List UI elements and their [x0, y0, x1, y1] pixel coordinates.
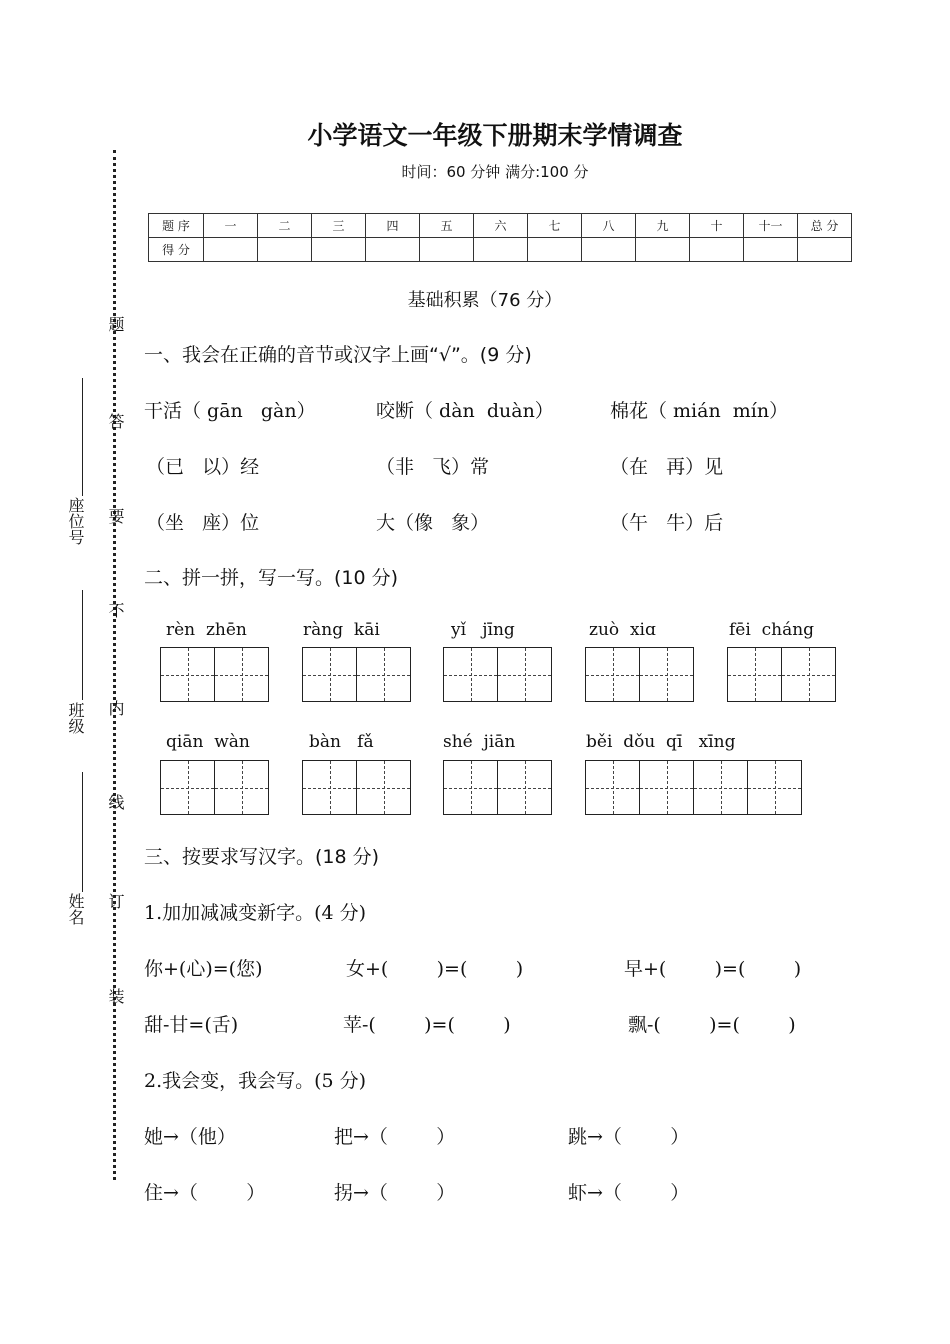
choice-item[interactable]: （已 以）经	[146, 456, 260, 478]
pinyin-label: zuò xiɑ	[589, 620, 656, 640]
score-cell[interactable]	[528, 238, 582, 262]
column-header: 总 分	[798, 214, 852, 238]
choice-item[interactable]: （坐 座）位	[146, 512, 260, 534]
score-cell[interactable]	[798, 238, 852, 262]
fill-item[interactable]: 把→（ ）	[334, 1126, 456, 1148]
table-row	[149, 214, 852, 238]
class-line[interactable]	[82, 590, 83, 700]
question-2-title: 二、拼一拼，写一写。(10 分)	[144, 567, 399, 589]
sub-question-title: 1.加加减减变新字。(4 分)	[144, 902, 367, 924]
margin-warning-char: 内	[106, 700, 125, 716]
name-label: 姓名	[66, 893, 85, 925]
choice-item[interactable]: 干活（ gān gàn）	[144, 400, 316, 422]
pinyin-label: bàn fǎ	[309, 732, 374, 752]
pinyin-label: yǐ jīng	[451, 620, 515, 640]
margin-warning-char: 答	[106, 413, 125, 429]
margin-warning-char: 装	[106, 988, 125, 1004]
exam-info: 时间：60 分钟 满分:100 分	[401, 163, 589, 181]
writing-grid[interactable]	[585, 760, 802, 815]
score-cell[interactable]	[744, 238, 798, 262]
table-row	[149, 238, 852, 262]
column-header: 五	[420, 214, 474, 238]
pinyin-label: běi dǒu qī xīng	[586, 732, 736, 752]
pinyin-label: ràng kāi	[303, 620, 380, 640]
score-table	[148, 213, 852, 262]
writing-grid[interactable]	[160, 647, 269, 702]
seat-number-line[interactable]	[82, 378, 83, 496]
pinyin-label: shé jiān	[443, 732, 516, 752]
column-header: 八	[582, 214, 636, 238]
margin-warning-char: 题	[106, 316, 125, 332]
seat-number-label: 座位号	[66, 497, 85, 545]
fill-item[interactable]: 她→（他）	[144, 1126, 236, 1148]
margin-warning-char: 要	[106, 508, 125, 524]
fill-item[interactable]: 住→（ ）	[144, 1182, 266, 1204]
score-cell[interactable]	[312, 238, 366, 262]
column-header: 十	[690, 214, 744, 238]
writing-grid[interactable]	[443, 647, 552, 702]
row-label: 得 分	[149, 238, 204, 262]
score-cell[interactable]	[474, 238, 528, 262]
score-cell[interactable]	[366, 238, 420, 262]
choice-item[interactable]: （午 牛）后	[610, 512, 724, 534]
writing-grid[interactable]	[727, 647, 836, 702]
name-line[interactable]	[82, 772, 83, 892]
margin-warning-char: 线	[106, 794, 125, 810]
sub-question-title: 2.我会变，我会写。(5 分)	[144, 1070, 367, 1092]
column-header: 一	[204, 214, 258, 238]
row-label: 题 序	[149, 214, 204, 238]
choice-item[interactable]: （非 飞）常	[376, 456, 490, 478]
writing-grid[interactable]	[160, 760, 269, 815]
fill-item[interactable]: 跳→（ ）	[568, 1126, 690, 1148]
fill-item[interactable]: 甜-甘=(舌)	[144, 1014, 239, 1036]
choice-item[interactable]: （在 再）见	[610, 456, 724, 478]
column-header: 九	[636, 214, 690, 238]
writing-grid[interactable]	[443, 760, 552, 815]
choice-item[interactable]: 大（像 象）	[376, 512, 490, 534]
fill-item[interactable]: 拐→（ ）	[334, 1182, 456, 1204]
fill-item[interactable]: 苹-( )=( )	[343, 1014, 511, 1036]
margin-warning-char: 订	[106, 893, 125, 909]
writing-grid[interactable]	[585, 647, 694, 702]
column-header: 十一	[744, 214, 798, 238]
score-cell[interactable]	[204, 238, 258, 262]
score-cell[interactable]	[690, 238, 744, 262]
column-header: 二	[258, 214, 312, 238]
pinyin-label: fēi cháng	[729, 620, 815, 640]
class-label: 班级	[66, 702, 85, 734]
fill-item[interactable]: 女+( )=( )	[346, 958, 524, 980]
fill-item[interactable]: 早+( )=( )	[624, 958, 802, 980]
column-header: 七	[528, 214, 582, 238]
question-1-title: 一、我会在正确的音节或汉字上画“√”。(9 分)	[144, 344, 532, 366]
part-heading: 基础积累（76 分）	[407, 290, 563, 311]
question-3-title: 三、按要求写汉字。(18 分)	[144, 846, 380, 868]
pinyin-label: rèn zhēn	[166, 620, 247, 640]
pinyin-label: qiān wàn	[166, 732, 250, 752]
column-header: 三	[312, 214, 366, 238]
score-cell[interactable]	[582, 238, 636, 262]
margin-warning-char: 不	[106, 602, 125, 618]
score-cell[interactable]	[636, 238, 690, 262]
page-title: 小学语文一年级下册期末学情调查	[307, 121, 683, 150]
score-cell[interactable]	[420, 238, 474, 262]
fill-item[interactable]: 虾→（ ）	[568, 1182, 690, 1204]
choice-item[interactable]: 棉花（ mián mín）	[610, 400, 789, 422]
column-header: 四	[366, 214, 420, 238]
score-cell[interactable]	[258, 238, 312, 262]
fill-item[interactable]: 飘-( )=( )	[628, 1014, 796, 1036]
choice-item[interactable]: 咬断（ dàn duàn）	[376, 400, 554, 422]
column-header: 六	[474, 214, 528, 238]
fill-item[interactable]: 你+(心)=(您)	[144, 958, 263, 980]
writing-grid[interactable]	[302, 647, 411, 702]
writing-grid[interactable]	[302, 760, 411, 815]
